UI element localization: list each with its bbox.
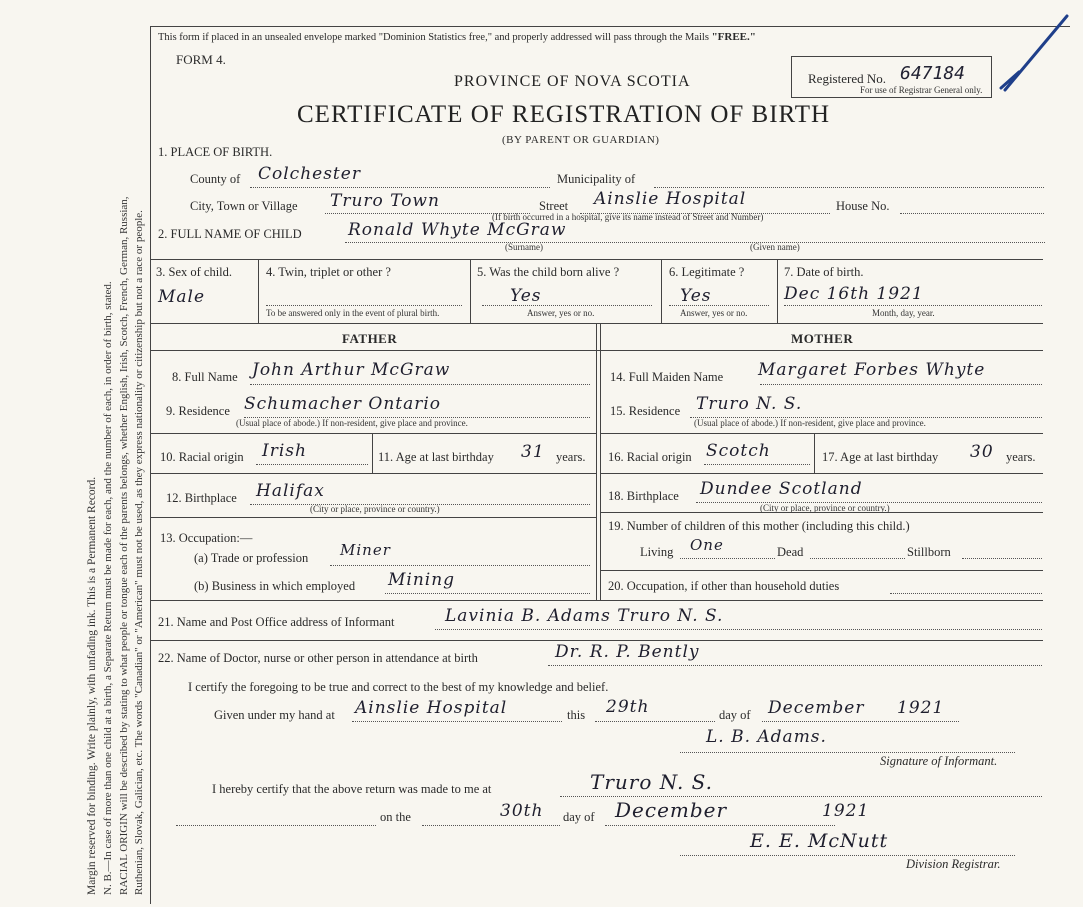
informant-value: Lavinia B. Adams Truro N. S. (445, 606, 724, 626)
registrar-signature-label: Division Registrar. (906, 857, 1001, 871)
birth-date-value: Dec 16th 1921 (784, 284, 924, 304)
registrar-month-line (605, 825, 835, 826)
business-value: Mining (388, 570, 456, 590)
doctor-label: 22. Name of Doctor, nurse or other person in attendance at birth (158, 651, 478, 665)
mother-divider-2 (600, 473, 1043, 474)
sex-label: 3. Sex of child. (156, 265, 233, 279)
business-label: (b) Business in which employed (194, 579, 356, 593)
registrar-on-label: on the (380, 810, 411, 824)
father-residence-label: 9. Residence (166, 404, 230, 418)
mother-years: years. (1006, 450, 1036, 464)
birth-date-line (784, 305, 1042, 306)
father-residence-note: (Usual place of abode.) If non-resident, give place and province. (236, 418, 468, 428)
parents-heading-divider (150, 350, 1043, 351)
mother-divider-4 (600, 570, 1043, 571)
parents-divider (596, 323, 597, 600)
father-birthplace-value: Halifax (256, 481, 325, 501)
mother-birthplace-label: 18. Birthplace (608, 489, 679, 503)
margin-notes (0, 0, 150, 907)
form-number: FORM 4. (176, 52, 226, 67)
given-dayof-label: day of (719, 708, 751, 722)
certify-statement: I certify the foregoing to be true and correct to the best of my knowledge and belief. (188, 680, 609, 694)
registrar-lead-line (176, 825, 376, 826)
children-label: 19. Number of children of this mother (including this child.) (608, 519, 910, 533)
given-name-note: (Given name) (750, 242, 800, 252)
registrar-note: For use of Registrar General only. (860, 85, 983, 95)
living-label: Living (640, 545, 674, 559)
legitimate-value: Yes (680, 286, 712, 306)
mother-heading: MOTHER (791, 331, 854, 346)
row-divider-top (150, 259, 1043, 260)
mother-racial-label: 16. Racial origin (608, 450, 692, 464)
given-place-line (352, 721, 562, 722)
registration-box (791, 56, 992, 98)
mother-birthplace-value: Dundee Scotland (700, 479, 863, 499)
informant-divider (150, 640, 1043, 641)
mother-occupation-line (890, 593, 1042, 594)
father-birthplace-label: 12. Birthplace (166, 491, 237, 505)
certificate-subtitle: (BY PARENT OR GUARDIAN) (502, 134, 660, 146)
alive-line (482, 305, 652, 306)
alive-note: Answer, yes or no. (527, 308, 595, 318)
dead-label: Dead (777, 545, 804, 559)
col-divider-1 (258, 259, 259, 323)
county-line (250, 187, 550, 188)
living-value: One (690, 536, 724, 554)
father-years: years. (556, 450, 586, 464)
margin-line-1: Margin reserved for binding. Write plainly, with unfading ink. This is a Permanent Record. (86, 476, 98, 895)
registrar-dayof-label: day of (563, 810, 595, 824)
given-month-line (762, 721, 959, 722)
mother-racial-value: Scotch (706, 441, 771, 461)
registrar-month-value: December (615, 798, 728, 822)
top-border (150, 26, 1070, 27)
father-divider-2 (150, 473, 596, 474)
father-name-label: 8. Full Name (172, 370, 238, 384)
occupation-label: 13. Occupation:— (160, 531, 253, 545)
margin-line-2: N. B.—In case of more than one child at a birth, a Separate Return must be made for each, and the number of each, in order of birth, stated. (102, 281, 114, 895)
registrar-place-value: Truro N. S. (590, 770, 714, 794)
mother-residence-label: 15. Residence (610, 404, 681, 418)
twin-note: To be answered only in the event of plural birth. (266, 308, 440, 318)
registered-number: 647184 (900, 63, 966, 84)
given-day-line (595, 721, 715, 722)
living-line (680, 558, 775, 559)
mother-racial-line (704, 464, 810, 465)
birth-date-note: Month, day, year. (872, 308, 935, 318)
house-line (900, 213, 1044, 214)
birth-date-label: 7. Date of birth. (784, 265, 864, 279)
father-name-value: John Arthur McGraw (252, 360, 451, 380)
sex-value: Male (158, 287, 206, 307)
father-residence-value: Schumacher Ontario (244, 394, 442, 414)
given-place-value: Ainslie Hospital (355, 698, 508, 718)
father-age-label: 11. Age at last birthday (378, 450, 494, 464)
house-label: House No. (836, 199, 890, 213)
margin-line-3: RACIAL ORIGIN will be described by stating to what people or tongue each of the parents belongs, whether English, Irish, Scotch, French, German, Russian, (118, 196, 130, 895)
doctor-line (548, 665, 1042, 666)
mother-name-value: Margaret Forbes Whyte (758, 360, 986, 380)
dead-line (810, 558, 905, 559)
doctor-value: Dr. R. P. Bently (555, 642, 700, 662)
mother-divider-1 (600, 433, 1043, 434)
mother-age-label: 17. Age at last birthday (822, 450, 939, 464)
registrar-place-line (560, 796, 1042, 797)
mother-age-value: 30 (970, 442, 994, 462)
child-name-label: 2. FULL NAME OF CHILD (158, 227, 302, 241)
stillborn-line (962, 558, 1042, 559)
street-note: (If birth occurred in a hospital, give its name instead of Street and Number) (492, 212, 764, 222)
given-year-value: 1921 (897, 698, 945, 718)
given-this-label: this (567, 708, 586, 722)
business-line (385, 593, 590, 594)
registrar-day-line (422, 825, 560, 826)
trade-label: (a) Trade or profession (194, 551, 309, 565)
registrar-signature-line (680, 855, 1015, 856)
informant-signature-line (680, 752, 1015, 753)
child-name-line (345, 242, 1045, 243)
municipality-label: Municipality of (557, 172, 636, 186)
trade-line (330, 565, 590, 566)
mail-notice: This form if placed in an unsealed envelope marked "Dominion Statistics free," and properly addressed will pass through the Mails "FREE." (158, 31, 756, 43)
col-divider-4 (777, 259, 778, 323)
certificate-title: CERTIFICATE OF REGISTRATION OF BIRTH (297, 101, 831, 128)
registrar-signature: E. E. McNutt (750, 830, 889, 852)
alive-value: Yes (510, 286, 542, 306)
child-name-value: Ronald Whyte McGraw (348, 220, 567, 240)
alive-label: 5. Was the child born alive ? (477, 265, 620, 279)
father-divider-3 (150, 517, 596, 518)
informant-line (435, 629, 1042, 630)
check-mark-icon (993, 10, 1073, 100)
notice-free: "FREE." (711, 31, 756, 43)
registrar-day-value: 30th (500, 801, 544, 821)
place-heading: 1. PLACE OF BIRTH. (158, 145, 273, 159)
informant-signature: L. B. Adams. (706, 727, 827, 747)
mother-residence-note: (Usual place of abode.) If non-resident, give place and province. (694, 418, 926, 428)
father-age-divider (372, 433, 373, 473)
legitimate-label: 6. Legitimate ? (669, 265, 745, 279)
mother-occupation-label: 20. Occupation, if other than household duties (608, 579, 840, 593)
mother-age-divider (814, 433, 815, 473)
registrar-statement: I hereby certify that the above return was made to me at (212, 782, 492, 796)
municipality-line (654, 187, 1044, 188)
surname-note: (Surname) (505, 242, 543, 252)
parents-bottom-divider (150, 600, 1043, 601)
given-label: Given under my hand at (214, 708, 335, 722)
province-heading: PROVINCE OF NOVA SCOTIA (454, 73, 691, 90)
father-heading: FATHER (342, 331, 398, 346)
col-divider-3 (661, 259, 662, 323)
mother-residence-value: Truro N. S. (696, 394, 803, 414)
left-border (150, 26, 151, 904)
mother-name-label: 14. Full Maiden Name (610, 370, 724, 384)
father-name-line (250, 384, 590, 385)
street-value: Ainslie Hospital (594, 189, 747, 209)
registrar-year-value: 1921 (822, 801, 870, 821)
trade-value: Miner (340, 541, 391, 559)
father-racial-label: 10. Racial origin (160, 450, 244, 464)
city-value: Truro Town (330, 191, 440, 211)
given-day-value: 29th (606, 697, 650, 717)
legitimate-note: Answer, yes or no. (680, 308, 748, 318)
mother-divider-3 (600, 512, 1043, 513)
mother-birthplace-note: (City or place, province or country.) (760, 503, 890, 513)
twin-line (266, 305, 462, 306)
county-value: Colchester (258, 164, 361, 184)
informant-signature-label: Signature of Informant. (880, 754, 998, 768)
margin-line-4: Ruthenian, Slovak, Galician, etc. The words "Canadian" or "American" must not be used, as they express nationality or citizenship but not a race or people. (133, 210, 145, 895)
parents-divider-2 (600, 323, 601, 600)
mother-name-line (760, 384, 1042, 385)
col-divider-2 (470, 259, 471, 323)
stillborn-label: Stillborn (907, 545, 951, 559)
father-racial-value: Irish (262, 441, 307, 461)
father-birthplace-note: (City or place, province or country.) (310, 504, 440, 514)
father-divider-1 (150, 433, 596, 434)
registered-label: Registered No. (808, 71, 886, 86)
given-month-value: December (768, 698, 865, 718)
street-label: Street (539, 199, 569, 213)
city-label: City, Town or Village (190, 199, 298, 213)
county-label: County of (190, 172, 241, 186)
twin-label: 4. Twin, triplet or other ? (266, 265, 391, 279)
father-age-value: 31 (521, 442, 545, 462)
father-racial-line (256, 464, 368, 465)
informant-label: 21. Name and Post Office address of Informant (158, 615, 395, 629)
